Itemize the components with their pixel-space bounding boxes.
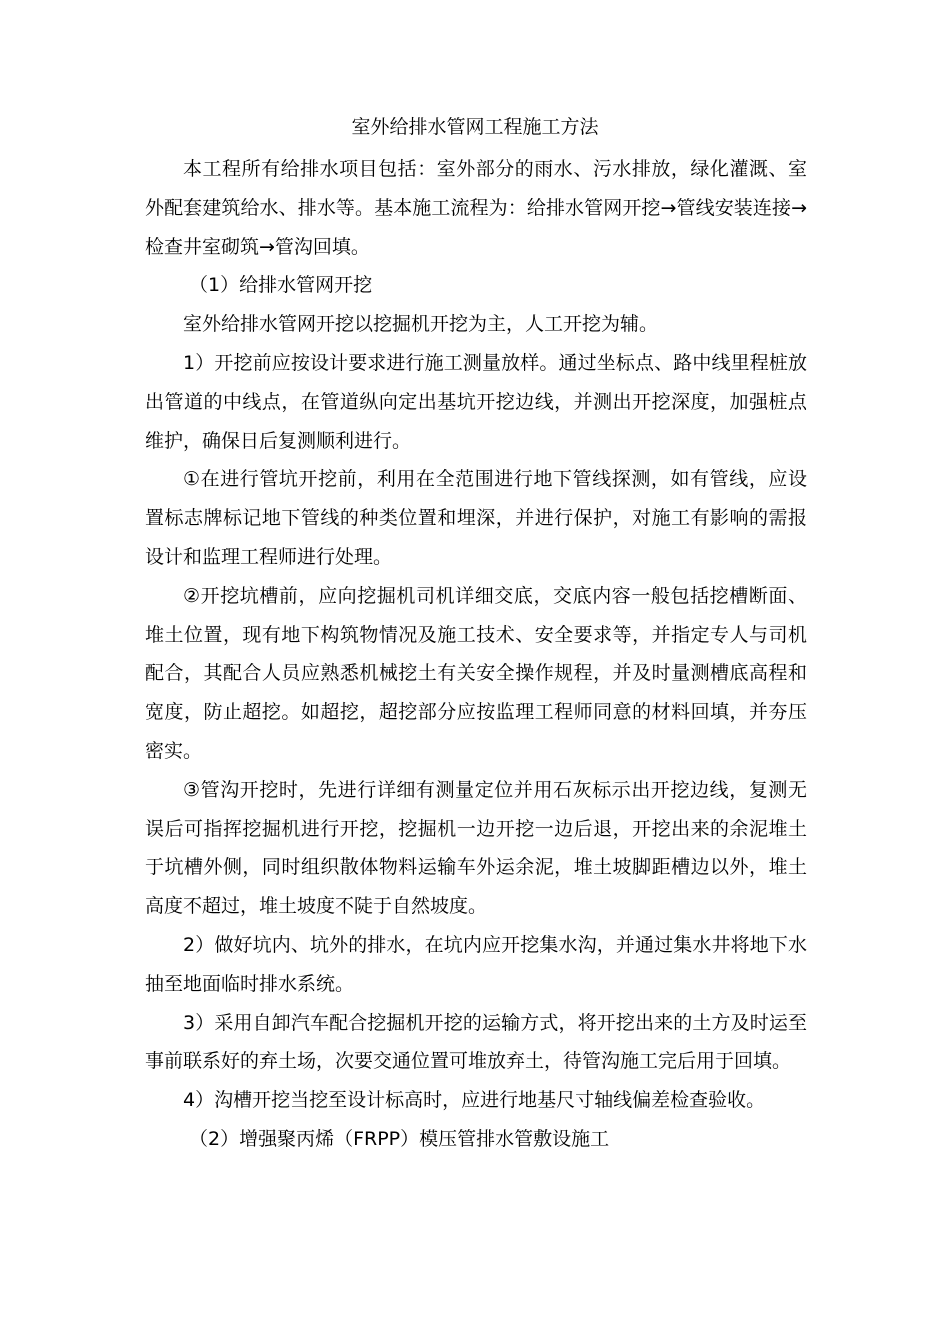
paragraph-subitem-2: ②开挖坑槽前，应向挖掘机司机详细交底，交底内容一般包括挖槽断面、堆土位置，现有地下构筑物情况及施工技术、安全要求等，并指定专人与司机配合，其配合人员应熟悉机械挖土有关安全操作规程，并及时量测槽底高程和宽度，防止超挖。如超挖，超挖部分应按监理工程师同意的材料回填，并夯压密实。 bbox=[145, 584, 807, 762]
paragraph-subitem-1: ①在进行管坑开挖前，利用在全范围进行地下管线探测，如有管线，应设置标志牌标记地下管线的种类位置和埋深，并进行保护，对施工有影响的需报设计和监理工程师进行处理。 bbox=[145, 468, 807, 568]
paragraph-item-4: 4）沟槽开挖当挖至设计标高时，应进行地基尺寸轴线偏差检查验收。 bbox=[183, 1089, 766, 1112]
paragraph-item-2: 2）做好坑内、坑外的排水，在坑内应开挖集水沟，并通过集水井将地下水抽至地面临时排水系统。 bbox=[145, 933, 807, 995]
section-heading-1: （1）给排水管网开挖 bbox=[189, 274, 373, 297]
section-heading-2: （2）增强聚丙烯（FRPP）模压管排水管敷设施工 bbox=[189, 1127, 610, 1150]
paragraph-subitem-3: ③管沟开挖时，先进行详细有测量定位并用石灰标示出开挖边线，复测无误后可指挥挖掘机进行开挖，挖掘机一边开挖一边后退，开挖出来的余泥堆土于坑槽外侧，同时组织散体物料运输车外运余泥，堆土坡脚距槽边以外，堆土高度不超过，堆土坡度不陡于自然坡度。 bbox=[145, 778, 807, 918]
document-title: 室外给排水管网工程施工方法 bbox=[351, 116, 599, 138]
paragraph-intro: 本工程所有给排水项目包括：室外部分的雨水、污水排放，绿化灌溉、室外配套建筑给水、排水等。基本施工流程为：给排水管网开挖→管线安装连接→检查井室砌筑→管沟回填。 bbox=[145, 158, 807, 258]
paragraph-item-3: 3）采用自卸汽车配合挖掘机开挖的运输方式，将开挖出来的土方及时运至事前联系好的弃土场，次要交通位置可堆放弃土，待管沟施工完后用于回填。 bbox=[145, 1011, 807, 1073]
paragraph-excavation-method: 室外给排水管网开挖以挖掘机开挖为主，人工开挖为辅。 bbox=[183, 313, 659, 336]
document-body bbox=[145, 150, 807, 1159]
paragraph-item-1: 1）开挖前应按设计要求进行施工测量放样。通过坐标点、路中线里程桩放出管道的中线点，在管道纵向定出基坑开挖边线，并测出开挖深度，加强桩点维护，确保日后复测顺利进行。 bbox=[145, 351, 807, 452]
